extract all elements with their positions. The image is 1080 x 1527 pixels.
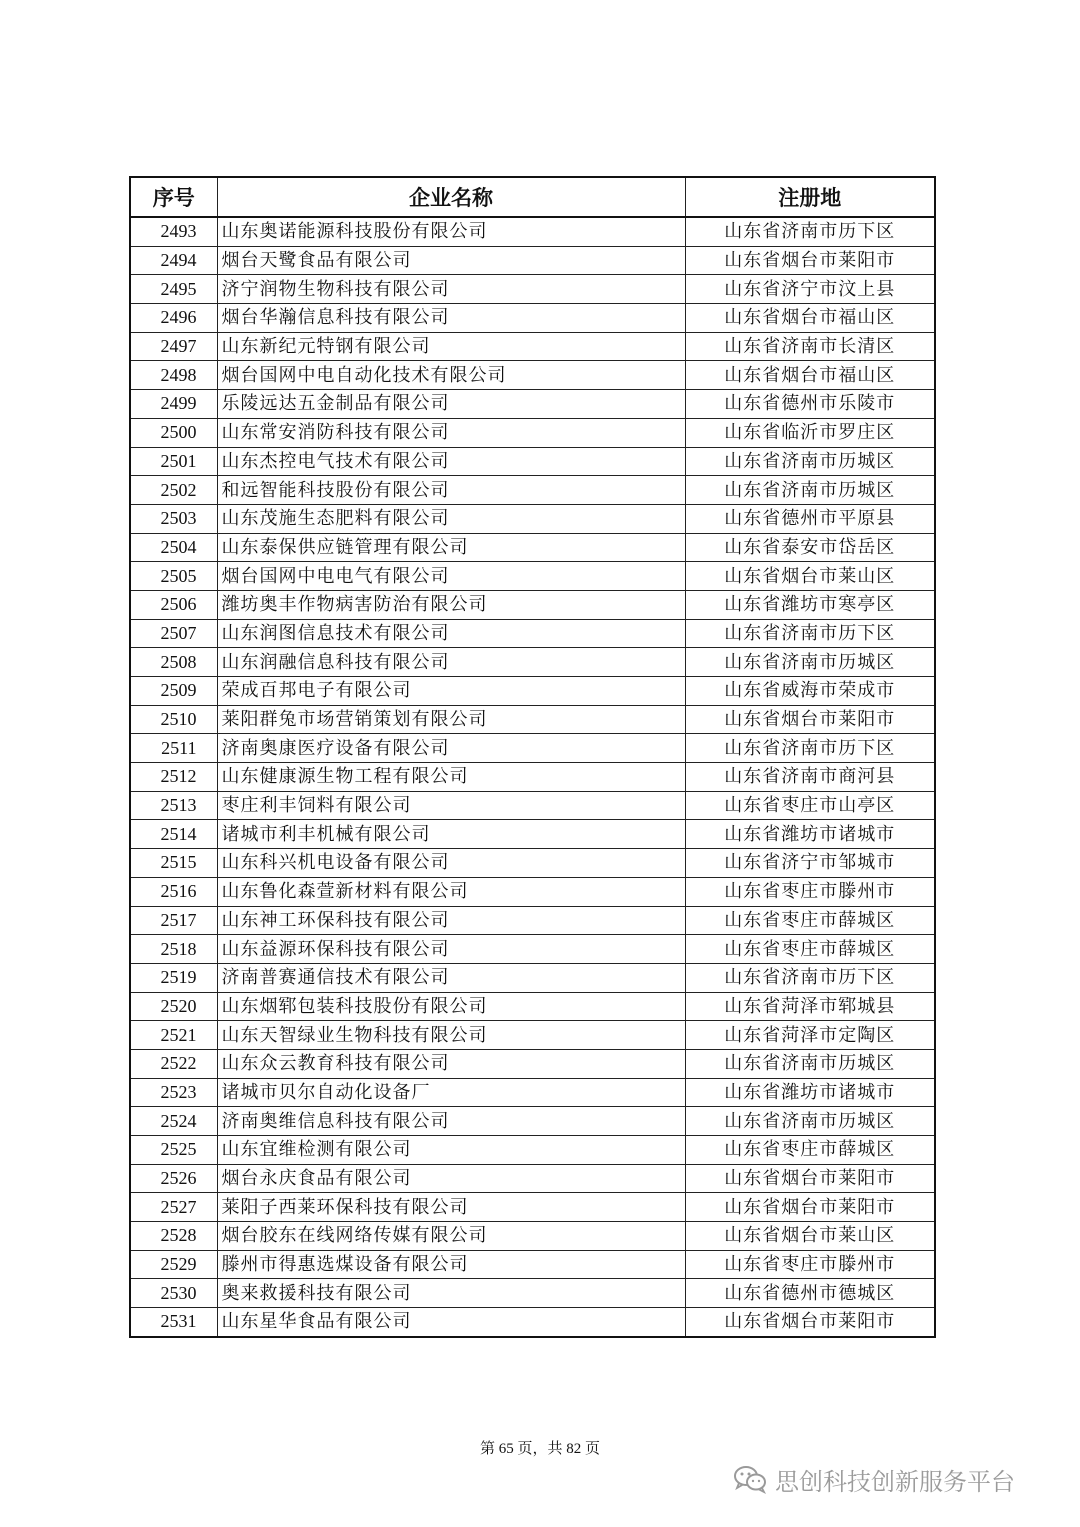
table-row	[130, 1164, 935, 1193]
cell-enterprise-name: 山东天智绿业生物科技有限公司	[217, 1021, 685, 1050]
cell-serial-number: 2497	[130, 332, 217, 361]
cell-registered-location: 山东省济南市长清区	[685, 332, 935, 361]
table-row	[130, 705, 935, 734]
cell-enterprise-name: 济南奥维信息科技有限公司	[217, 1107, 685, 1136]
cell-serial-number: 2529	[130, 1250, 217, 1279]
cell-enterprise-name: 山东润图信息技术有限公司	[217, 619, 685, 648]
table-row	[130, 1049, 935, 1078]
cell-enterprise-name: 山东新纪元特钢有限公司	[217, 332, 685, 361]
cell-registered-location: 山东省济南市历城区	[685, 648, 935, 677]
cell-serial-number: 2514	[130, 820, 217, 849]
cell-serial-number: 2516	[130, 877, 217, 906]
table-row	[130, 963, 935, 992]
cell-enterprise-name: 莱阳群兔市场营销策划有限公司	[217, 705, 685, 734]
cell-registered-location: 山东省济南市历下区	[685, 734, 935, 763]
cell-registered-location: 山东省烟台市莱阳市	[685, 1164, 935, 1193]
cell-serial-number: 2510	[130, 705, 217, 734]
cell-registered-location: 山东省烟台市莱阳市	[685, 1193, 935, 1222]
cell-registered-location: 山东省济宁市汶上县	[685, 275, 935, 304]
cell-enterprise-name: 山东烟郓包装科技股份有限公司	[217, 992, 685, 1021]
cell-serial-number: 2507	[130, 619, 217, 648]
cell-serial-number: 2524	[130, 1107, 217, 1136]
enterprise-table	[129, 176, 936, 1338]
cell-serial-number: 2525	[130, 1136, 217, 1165]
cell-enterprise-name: 山东茂施生态肥料有限公司	[217, 504, 685, 533]
cell-enterprise-name: 山东鲁化森萱新材料有限公司	[217, 877, 685, 906]
cell-serial-number: 2528	[130, 1222, 217, 1251]
cell-serial-number: 2519	[130, 963, 217, 992]
cell-serial-number: 2513	[130, 791, 217, 820]
table-row	[130, 504, 935, 533]
table-row	[130, 1250, 935, 1279]
cell-serial-number: 2496	[130, 304, 217, 333]
cell-enterprise-name: 诸城市利丰机械有限公司	[217, 820, 685, 849]
cell-registered-location: 山东省烟台市莱山区	[685, 1222, 935, 1251]
cell-serial-number: 2527	[130, 1193, 217, 1222]
table-row	[130, 1107, 935, 1136]
cell-enterprise-name: 山东杰控电气技术有限公司	[217, 447, 685, 476]
cell-registered-location: 山东省临沂市罗庄区	[685, 418, 935, 447]
cell-registered-location: 山东省济宁市邹城市	[685, 849, 935, 878]
table-row	[130, 1021, 935, 1050]
cell-enterprise-name: 山东众云教育科技有限公司	[217, 1049, 685, 1078]
cell-enterprise-name: 烟台胶东在线网络传媒有限公司	[217, 1222, 685, 1251]
table-row	[130, 1193, 935, 1222]
table-row	[130, 877, 935, 906]
cell-enterprise-name: 山东星华食品有限公司	[217, 1308, 685, 1337]
cell-enterprise-name: 烟台华瀚信息科技有限公司	[217, 304, 685, 333]
cell-enterprise-name: 济南奥康医疗设备有限公司	[217, 734, 685, 763]
table-row	[130, 1222, 935, 1251]
cell-serial-number: 2504	[130, 533, 217, 562]
cell-registered-location: 山东省枣庄市薛城区	[685, 935, 935, 964]
cell-registered-location: 山东省潍坊市寒亭区	[685, 590, 935, 619]
cell-serial-number: 2523	[130, 1078, 217, 1107]
cell-enterprise-name: 奥来救援科技有限公司	[217, 1279, 685, 1308]
table-row	[130, 246, 935, 275]
cell-enterprise-name: 山东益源环保科技有限公司	[217, 935, 685, 964]
cell-enterprise-name: 山东科兴机电设备有限公司	[217, 849, 685, 878]
cell-serial-number: 2503	[130, 504, 217, 533]
cell-enterprise-name: 济南普赛通信技术有限公司	[217, 963, 685, 992]
cell-registered-location: 山东省济南市历城区	[685, 1107, 935, 1136]
cell-enterprise-name: 滕州市得惠选煤设备有限公司	[217, 1250, 685, 1279]
header-registered-location: 注册地	[685, 177, 935, 217]
table-row	[130, 217, 935, 246]
cell-serial-number: 2495	[130, 275, 217, 304]
cell-serial-number: 2518	[130, 935, 217, 964]
table-row	[130, 791, 935, 820]
cell-serial-number: 2500	[130, 418, 217, 447]
cell-registered-location: 山东省枣庄市薛城区	[685, 1136, 935, 1165]
cell-serial-number: 2517	[130, 906, 217, 935]
cell-registered-location: 山东省菏泽市郓城县	[685, 992, 935, 1021]
table-row	[130, 447, 935, 476]
cell-enterprise-name: 烟台国网中电自动化技术有限公司	[217, 361, 685, 390]
cell-enterprise-name: 山东神工环保科技有限公司	[217, 906, 685, 935]
cell-registered-location: 山东省烟台市莱山区	[685, 562, 935, 591]
cell-serial-number: 2506	[130, 590, 217, 619]
header-serial-number: 序号	[130, 177, 217, 217]
cell-registered-location: 山东省泰安市岱岳区	[685, 533, 935, 562]
table-row	[130, 1279, 935, 1308]
table-row	[130, 476, 935, 505]
cell-serial-number: 2530	[130, 1279, 217, 1308]
cell-registered-location: 山东省潍坊市诸城市	[685, 820, 935, 849]
table-row	[130, 1078, 935, 1107]
watermark-text: 思创科技创新服务平台	[775, 1467, 1015, 1496]
table-row	[130, 648, 935, 677]
cell-registered-location: 山东省枣庄市山亭区	[685, 791, 935, 820]
table-row	[130, 677, 935, 706]
cell-enterprise-name: 枣庄利丰饲料有限公司	[217, 791, 685, 820]
cell-enterprise-name: 济宁润物生物科技有限公司	[217, 275, 685, 304]
cell-registered-location: 山东省枣庄市薛城区	[685, 906, 935, 935]
cell-enterprise-name: 烟台永庆食品有限公司	[217, 1164, 685, 1193]
cell-serial-number: 2531	[130, 1308, 217, 1337]
cell-enterprise-name: 山东奥诺能源科技股份有限公司	[217, 217, 685, 246]
cell-serial-number: 2494	[130, 246, 217, 275]
table-row	[130, 619, 935, 648]
cell-registered-location: 山东省烟台市莱阳市	[685, 705, 935, 734]
cell-serial-number: 2499	[130, 390, 217, 419]
table-row	[130, 820, 935, 849]
cell-registered-location: 山东省济南市历下区	[685, 217, 935, 246]
wechat-icon	[733, 1464, 769, 1494]
table-row	[130, 935, 935, 964]
cell-enterprise-name: 山东健康源生物工程有限公司	[217, 763, 685, 792]
cell-registered-location: 山东省烟台市莱阳市	[685, 246, 935, 275]
cell-registered-location: 山东省烟台市莱阳市	[685, 1308, 935, 1337]
cell-enterprise-name: 诸城市贝尔自动化设备厂	[217, 1078, 685, 1107]
cell-registered-location: 山东省济南市历下区	[685, 963, 935, 992]
cell-registered-location: 山东省济南市商河县	[685, 763, 935, 792]
table-row	[130, 734, 935, 763]
cell-enterprise-name: 山东常安消防科技有限公司	[217, 418, 685, 447]
watermark	[733, 1461, 1015, 1497]
header-enterprise-name: 企业名称	[217, 177, 685, 217]
cell-registered-location: 山东省枣庄市滕州市	[685, 877, 935, 906]
cell-enterprise-name: 潍坊奥丰作物病害防治有限公司	[217, 590, 685, 619]
cell-enterprise-name: 莱阳子西莱环保科技有限公司	[217, 1193, 685, 1222]
cell-enterprise-name: 山东润融信息科技有限公司	[217, 648, 685, 677]
cell-serial-number: 2502	[130, 476, 217, 505]
cell-serial-number: 2512	[130, 763, 217, 792]
table-row	[130, 533, 935, 562]
cell-serial-number: 2509	[130, 677, 217, 706]
table-row	[130, 562, 935, 591]
cell-registered-location: 山东省德州市平原县	[685, 504, 935, 533]
cell-registered-location: 山东省济南市历城区	[685, 447, 935, 476]
cell-enterprise-name: 乐陵远达五金制品有限公司	[217, 390, 685, 419]
table-row	[130, 332, 935, 361]
cell-serial-number: 2522	[130, 1049, 217, 1078]
cell-registered-location: 山东省菏泽市定陶区	[685, 1021, 935, 1050]
table-row	[130, 1136, 935, 1165]
cell-enterprise-name: 烟台国网中电电气有限公司	[217, 562, 685, 591]
cell-serial-number: 2498	[130, 361, 217, 390]
table-header	[130, 177, 935, 217]
cell-registered-location: 山东省德州市德城区	[685, 1279, 935, 1308]
cell-registered-location: 山东省烟台市福山区	[685, 304, 935, 333]
cell-enterprise-name: 山东泰保供应链管理有限公司	[217, 533, 685, 562]
cell-registered-location: 山东省威海市荣成市	[685, 677, 935, 706]
table-row	[130, 418, 935, 447]
table-row	[130, 849, 935, 878]
cell-enterprise-name: 烟台天鹭食品有限公司	[217, 246, 685, 275]
table-row	[130, 590, 935, 619]
table-row	[130, 275, 935, 304]
cell-enterprise-name: 和远智能科技股份有限公司	[217, 476, 685, 505]
table-row	[130, 763, 935, 792]
table-row	[130, 361, 935, 390]
cell-registered-location: 山东省潍坊市诸城市	[685, 1078, 935, 1107]
cell-serial-number: 2515	[130, 849, 217, 878]
table-row	[130, 390, 935, 419]
cell-serial-number: 2508	[130, 648, 217, 677]
cell-registered-location: 山东省济南市历城区	[685, 476, 935, 505]
cell-enterprise-name: 山东宜维检测有限公司	[217, 1136, 685, 1165]
page-number: 第 65 页，共 82 页	[479, 1441, 600, 1457]
table-row	[130, 304, 935, 333]
table-row	[130, 992, 935, 1021]
cell-serial-number: 2520	[130, 992, 217, 1021]
cell-serial-number: 2501	[130, 447, 217, 476]
cell-serial-number: 2505	[130, 562, 217, 591]
cell-registered-location: 山东省德州市乐陵市	[685, 390, 935, 419]
table-row	[130, 1308, 935, 1337]
cell-registered-location: 山东省烟台市福山区	[685, 361, 935, 390]
cell-serial-number: 2526	[130, 1164, 217, 1193]
header-row	[130, 177, 935, 217]
cell-registered-location: 山东省枣庄市滕州市	[685, 1250, 935, 1279]
table-body	[130, 217, 935, 1337]
table-row	[130, 906, 935, 935]
cell-serial-number: 2511	[130, 734, 217, 763]
cell-registered-location: 山东省济南市历城区	[685, 1049, 935, 1078]
cell-enterprise-name: 荣成百邦电子有限公司	[217, 677, 685, 706]
cell-registered-location: 山东省济南市历下区	[685, 619, 935, 648]
cell-serial-number: 2493	[130, 217, 217, 246]
cell-serial-number: 2521	[130, 1021, 217, 1050]
